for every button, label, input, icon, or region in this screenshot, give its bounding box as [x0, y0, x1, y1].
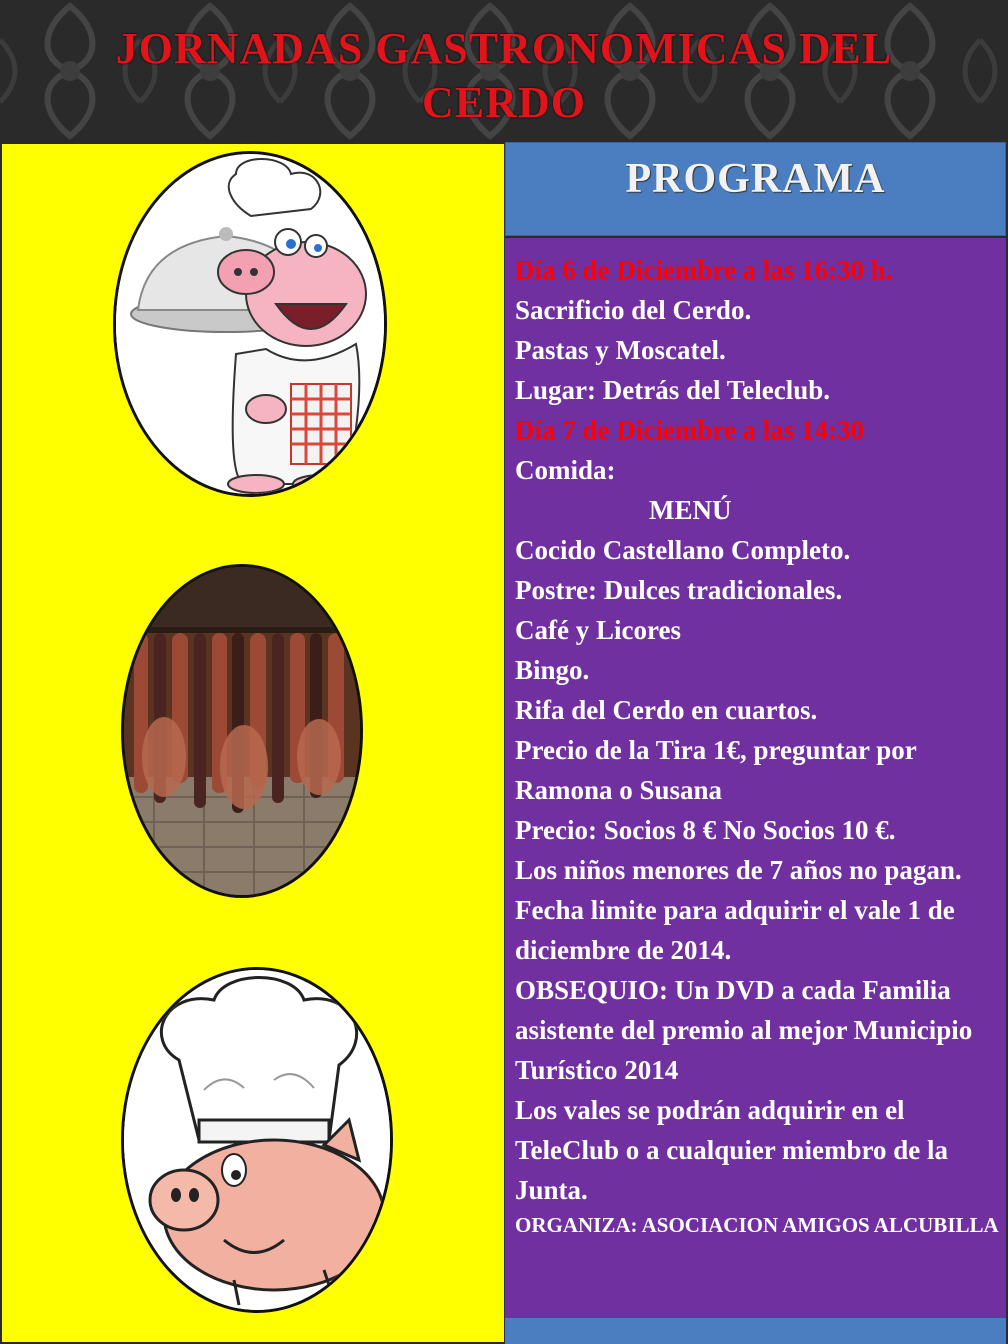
chef-hat-pig-image: [121, 967, 393, 1313]
event-title: [0, 22, 1008, 130]
program-line: Lugar: Detrás del Teleclub.: [515, 375, 830, 405]
menu-item: Cocido Castellano Completo.: [515, 535, 851, 565]
day-7-heading: Día 7 de Diciembre a las 14:30: [515, 415, 864, 445]
program-line: Rifa del Cerdo en cuartos.: [515, 695, 818, 725]
price-line: Precio: Socios 8 € No Socios 10 €.: [515, 815, 896, 845]
program-text: [515, 250, 1003, 1240]
program-line: Bingo.: [515, 655, 590, 685]
programa-header: [505, 142, 1006, 236]
menu-item: Café y Licores: [515, 615, 681, 645]
day-6-heading: Día 6 de Diciembre a las 16:30 h.: [515, 255, 893, 285]
pig-chef-hat-icon: [124, 970, 390, 1310]
event-title-line-1: JORNADAS GASTRONOMICAS DEL: [115, 24, 893, 73]
header-banner: [0, 0, 1008, 142]
menu-heading: MENÚ: [649, 495, 732, 525]
programa-body: [505, 238, 1006, 1318]
program-line: Precio de la Tira 1€, preguntar por Ramona o Susana: [515, 735, 917, 805]
program-line: Los niños menores de 7 años no pagan.: [515, 855, 962, 885]
menu-item: Postre: Dulces tradicionales.: [515, 575, 843, 605]
organizer-line: ORGANIZA: ASOCIACION AMIGOS ALCUBILLA: [515, 1213, 999, 1237]
program-line: Sacrificio del Cerdo.: [515, 295, 752, 325]
programa-title: PROGRAMA: [625, 156, 886, 202]
program-line: Los vales se podrán adquirir en el TeleClub o a cualquier miembro de la Junta.: [515, 1095, 949, 1205]
programa-footer: [505, 1318, 1006, 1344]
chef-pig-icon: [116, 154, 384, 494]
event-title-line-2: CERDO: [422, 78, 586, 127]
chef-pig-cloche-image: [113, 151, 387, 497]
program-line: Comida:: [515, 455, 616, 485]
hanging-sausages-icon: [124, 567, 360, 895]
program-line: Fecha limite para adquirir el vale 1 de diciembre de 2014.: [515, 895, 955, 965]
gift-line: OBSEQUIO: Un DVD a cada Familia asistente del premio al mejor Municipio Turístico 2014: [515, 975, 973, 1085]
program-line: Pastas y Moscatel.: [515, 335, 726, 365]
cured-meats-photo: [121, 564, 363, 898]
